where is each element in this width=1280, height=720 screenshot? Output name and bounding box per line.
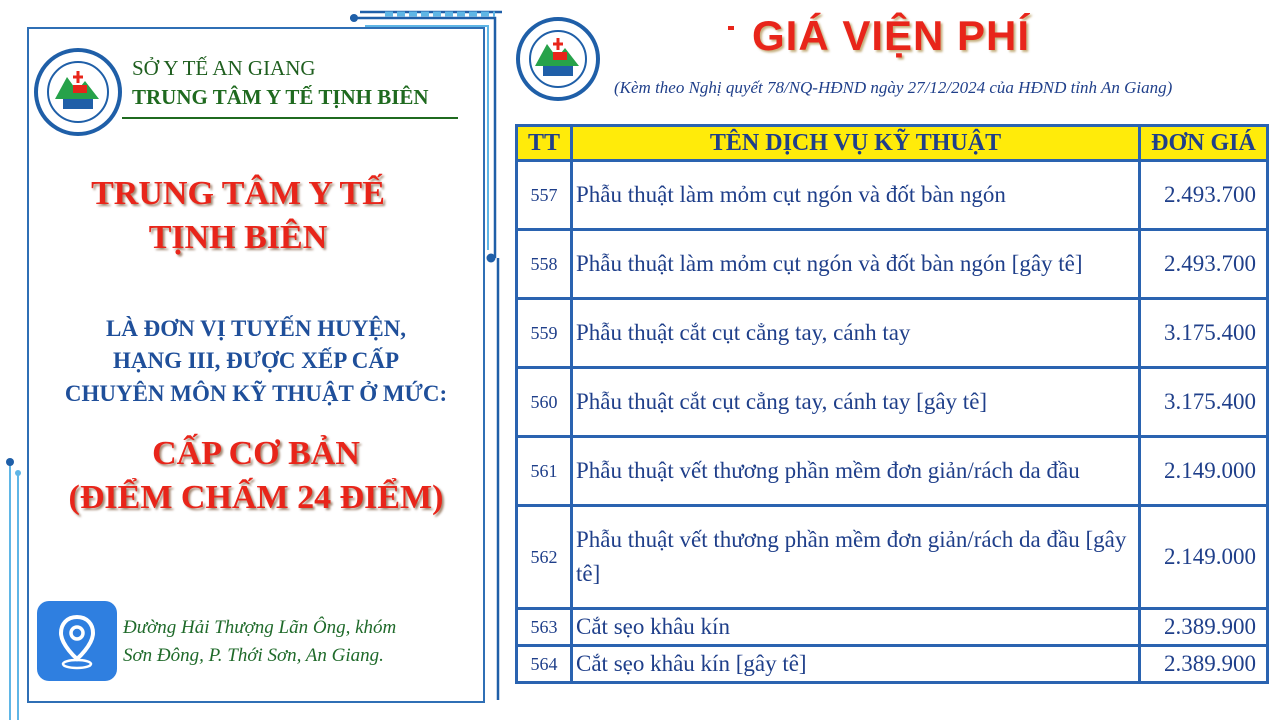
service-name: Phẫu thuật làm mỏm cụt ngón và đốt bàn ngón: [572, 161, 1140, 230]
service-price: 2.389.900: [1140, 646, 1268, 683]
column-header-price: ĐƠN GIÁ: [1140, 126, 1268, 161]
row-number: 559: [517, 299, 572, 368]
row-number: 564: [517, 646, 572, 683]
row-number: 560: [517, 368, 572, 437]
price-table: [515, 124, 1269, 684]
level-line2: (ĐIỂM CHẤM 24 ĐIỂM): [68, 479, 444, 516]
table-row: [517, 646, 1268, 683]
map-pin-icon: [37, 601, 117, 681]
row-number: 562: [517, 506, 572, 609]
level-line1: CẤP CƠ BẢN: [152, 435, 360, 472]
service-name: Phẫu thuật vết thương phần mềm đơn giản/rách da đầu [gây tê]: [572, 506, 1140, 609]
service-name: Phẫu thuật làm mỏm cụt ngón và đốt bàn ngón [gây tê]: [572, 230, 1140, 299]
org-header: [29, 29, 483, 139]
org-department-name: SỞ Y TẾ AN GIANG: [132, 56, 316, 80]
service-name: Cắt sẹo khâu kín: [572, 609, 1140, 646]
service-name: Phẫu thuật cắt cụt cẳng tay, cánh tay [gây tê]: [572, 368, 1140, 437]
column-header-service: TÊN DỊCH VỤ KỸ THUẬT: [572, 126, 1140, 161]
table-row: [517, 368, 1268, 437]
price-list-panel: [512, 0, 1280, 720]
service-price: 2.493.700: [1140, 161, 1268, 230]
table-row: [517, 506, 1268, 609]
hospital-info-panel: [27, 27, 485, 703]
center-title-line1: TRUNG TÂM Y TẾ: [91, 175, 385, 212]
service-price: 2.149.000: [1140, 437, 1268, 506]
service-name: Phẫu thuật cắt cụt cẳng tay, cánh tay: [572, 299, 1140, 368]
column-header-tt: TT: [517, 126, 572, 161]
row-number: 561: [517, 437, 572, 506]
price-list-title: GIÁ VIỆN PHÍ: [752, 12, 1031, 59]
service-name: Cắt sẹo khâu kín [gây tê]: [572, 646, 1140, 683]
service-price: 3.175.400: [1140, 368, 1268, 437]
service-name: Phẫu thuật vết thương phần mềm đơn giản/rách da đầu: [572, 437, 1140, 506]
address-line2: Sơn Đông, P. Thới Sơn, An Giang.: [123, 645, 384, 666]
center-title-line2: TỊNH BIÊN: [148, 219, 328, 256]
description-line3: CHUYÊN MÔN KỸ THUẬT Ở MỨC:: [64, 381, 448, 406]
title-accent-mark: [728, 26, 734, 30]
table-row: [517, 230, 1268, 299]
description-line2: HẠNG III, ĐƯỢC XẾP CẤP: [112, 348, 400, 373]
table-row: [517, 299, 1268, 368]
hospital-logo-icon: [33, 47, 123, 137]
row-number: 557: [517, 161, 572, 230]
row-number: 563: [517, 609, 572, 646]
table-row: [517, 437, 1268, 506]
service-price: 2.389.900: [1140, 609, 1268, 646]
price-list-subtitle: (Kèm theo Nghị quyết 78/NQ-HĐND ngày 27/12/2024 của HĐND tỉnh An Giang): [614, 78, 1173, 97]
hospital-logo-icon: [515, 16, 601, 102]
address-line1: Đường Hải Thượng Lãn Ông, khóm: [123, 617, 397, 638]
table-row: [517, 161, 1268, 230]
service-price: 2.493.700: [1140, 230, 1268, 299]
service-price: 3.175.400: [1140, 299, 1268, 368]
table-row: [517, 609, 1268, 646]
org-divider: [122, 117, 458, 119]
org-center-name: TRUNG TÂM Y TẾ TỊNH BIÊN: [132, 85, 429, 109]
table-header-row: [517, 126, 1268, 161]
row-number: 558: [517, 230, 572, 299]
service-price: 2.149.000: [1140, 506, 1268, 609]
description-line1: LÀ ĐƠN VỊ TUYẾN HUYỆN,: [105, 316, 407, 341]
